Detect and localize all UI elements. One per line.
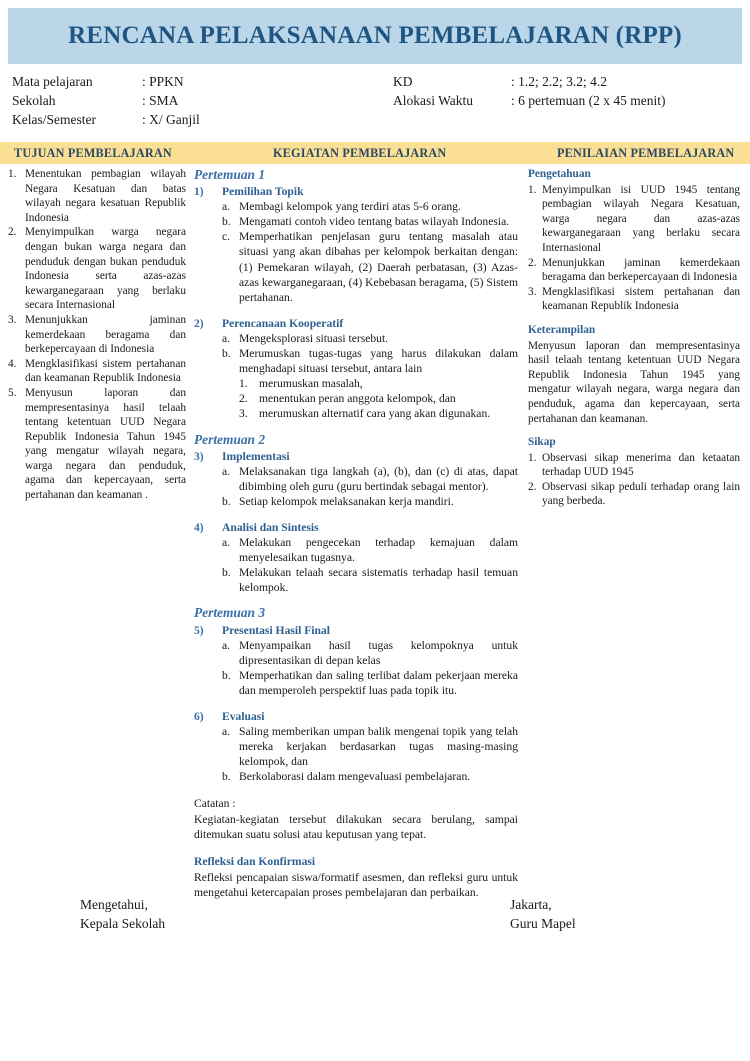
list-item [8,225,186,313]
list-item [222,668,518,698]
identity-label: Sekolah [12,93,56,108]
signature-left-line2: Kepala Sekolah [80,916,166,931]
list-item [528,451,740,480]
step-title: Pemilihan Topik [222,185,304,199]
step-title: Implementasi [222,449,290,463]
list-marker: 2. [239,392,248,406]
list-marker: b. [222,566,231,580]
list-marker: 3. [239,407,248,421]
list-text: Melaksanakan tiga langkah (a), (b), dan (c) di atas, dapat dibimbing oleh guru (guru bertindak sebagai mentor). [239,464,518,493]
step-item-list [222,638,518,698]
list-item [222,229,518,304]
catatan-label: Catatan : [194,797,236,811]
list-marker: a. [222,725,231,739]
list-item [528,183,740,256]
list-text: menentukan peran anggota kelompok, dan [259,392,456,406]
list-text: Menyampaikan hasil tugas kelompoknya untuk dipresentasikan di depan kelas [239,638,518,667]
identity-left-group [12,72,200,129]
step-presentasi-hasil-final [194,623,518,698]
step-marker: 4) [194,520,204,534]
list-marker: 4. [8,357,17,370]
step-item-list [222,199,518,305]
list-marker: b. [222,347,231,361]
list-item [528,480,740,509]
list-marker: c. [222,230,231,244]
step-marker: 1) [194,185,204,199]
list-item [8,167,186,225]
penilaian-heading-keterampilan: Keterampilan [528,323,596,336]
column-kegiatan-pembelajaran [194,167,524,900]
identity-value: : SMA [142,93,179,108]
list-text: Observasi sikap peduli terhadap orang lain yang berbeda. [542,480,740,508]
step-perencanaan-kooperatif [194,316,518,422]
identity-label: Alokasi Waktu [393,93,474,108]
list-text: Menyusun laporan dan mempresentasinya hasil telaah tentang ketentuan UUD Negara Republik Indonesia Tahun 1945 yang mengatur wilayah negara, warga negara dan penduduk, agama dan kepercayaan, serta pertahanan dan keamanan . [25,386,186,502]
list-item [222,199,518,214]
list-text: Mengklasifikasi sistem pertahanan dan keamanan Republik Indonesia [25,357,186,385]
list-text: merumuskan alternatif cara yang akan digunakan. [259,407,491,421]
list-text: Melakukan pengecekan terhadap kemajuan dalam menyelesaikan tugasnya. [239,536,518,565]
list-item [222,494,518,509]
signature-right [510,895,576,933]
step-title: Analisi dan Sintesis [222,520,319,534]
list-text: Menyimpulkan isi UUD 1945 tentang pembagian wilayah Negara Kesatuan, warga negara dan azas-azas kewarganegaraan yang berlaku secara Internasional [542,183,740,254]
list-item [8,357,186,386]
list-item [222,565,518,595]
list-marker: 1. [528,451,537,464]
step-subitem-list [222,376,518,421]
step-marker: 2) [194,316,204,330]
list-marker: b. [222,668,231,682]
list-marker: b. [222,215,231,229]
refleksi-block [194,854,518,900]
step-item-list [222,464,518,509]
step-marker: 3) [194,449,204,463]
list-text: Menunjukkan jaminan kemerdekaan beragama dan berkepercayaan di Indonesia [542,256,740,284]
list-marker: a. [222,464,231,478]
refleksi-text: Refleksi pencapaian siswa/formatif asesmen, dan refleksi guru untuk mengetahui ketercapaian proses pembelajaran dan perbaikan. [194,870,518,899]
identity-value: : X/ Ganjil [142,112,200,127]
identity-value: : 1.2; 2.2; 3.2; 4.2 [511,74,608,89]
list-text: Mengklasifikasi sistem pertahanan dan keamanan Republik Indonesia [542,285,740,313]
identity-row-alokasi-waktu [393,91,665,110]
list-text: Menentukan pembagian wilayah Negara Kesatuan dan batas wilayah negara kesatuan Republik Indonesia [25,168,186,224]
list-item [528,256,740,285]
catatan-block [194,796,518,841]
document-title-banner [8,8,742,64]
list-marker: 1. [239,377,248,391]
list-marker: 2. [528,480,537,493]
signature-right-line2: Guru Mapel [510,916,576,931]
identity-label: KD [393,74,413,89]
step-title: Presentasi Hasil Final [222,623,330,637]
list-item [239,406,518,421]
list-item [222,346,518,376]
list-marker: b. [222,494,231,508]
page-title: RENCANA PELAKSANAAN PEMBELAJARAN (RPP) [68,22,682,49]
tujuan-list [8,167,186,503]
list-marker: 5. [8,386,17,399]
list-marker: a. [222,536,231,550]
identity-row-sekolah [12,91,200,110]
list-marker: b. [222,770,231,784]
step-marker: 6) [194,710,204,723]
list-marker: a. [222,200,231,214]
list-marker: 1. [8,168,17,180]
column-penilaian-pembelajaran [528,167,744,509]
step-marker: 5) [194,623,204,637]
identity-right-group [393,72,665,110]
list-item [239,391,518,406]
identity-label: Mata pelajaran [12,74,93,89]
list-marker: 3. [8,313,17,326]
signature-left-line1: Mengetahui, [80,897,148,912]
meeting-heading-2: Pertemuan 2 [194,431,266,447]
step-pemilihan-topik [194,184,518,305]
sikap-list [528,451,740,509]
identity-label: Kelas/Semester [12,112,96,127]
identity-row-kd [393,72,665,91]
identity-row-kelas-semester [12,110,200,129]
penilaian-heading-pengetahuan: Pengetahuan [528,168,591,180]
list-marker: 2. [528,256,537,269]
refleksi-heading: Refleksi dan Konfirmasi [194,854,316,868]
column-header-penilaian: PENILAIAN PEMBELAJARAN [557,146,735,160]
step-analisi-dan-sintesis [194,520,518,595]
step-implementasi [194,449,518,509]
list-text: Melakukan telaah secara sistematis terhadap hasil temuan kelompok. [239,566,518,595]
list-text: Saling memberikan umpan balik mengenai topik yang telah mereka kerjakan berdasarkan tugas masing-masing kelompok, dan [239,725,518,769]
list-text: Setiap kelompok melaksanakan kerja mandiri. [239,494,454,508]
list-item [239,376,518,391]
meeting-heading-1: Pertemuan 1 [194,167,266,182]
list-item [8,313,186,357]
list-item [222,214,518,229]
list-item [222,535,518,565]
list-item [222,638,518,668]
step-item-list [222,331,518,376]
list-item [222,769,518,784]
list-item [222,464,518,494]
penilaian-heading-sikap: Sikap [528,436,556,449]
pengetahuan-list [528,183,740,314]
catatan-text: Kegiatan-kegiatan tersebut dilakukan secara berulang, sampai ditemukan suatu solusi atau keputusan yang tepat. [194,812,518,841]
list-text: Memperhatikan penjelasan guru tentang masalah atau situasi yang akan dibahas per kelompok berkaitan dengan: (1) Pemekaran wilayah, (2) Daerah perbatasan, (3) Azas-azas kewarganegaraan, (4) Kebebasan beragama, (5) Sistem pertahanan. [239,230,518,304]
signature-left [80,895,165,933]
keterampilan-text: Menyusun laporan dan mempresentasinya hasil telaah tentang ketentuan UUD Negara Republik Indonesia Tahun 1945 yang mengatur wilayah negara, warga negara dan penduduk, agama dan kepercayaan, serta pertahanan dan keamanan. [528,339,740,425]
meeting-heading-3: Pertemuan 3 [194,605,266,621]
step-title: Evaluasi [222,710,265,723]
list-text: Mengeksplorasi situasi tersebut. [239,331,389,345]
list-item [528,285,740,314]
list-item [222,331,518,346]
step-item-list [222,535,518,595]
list-marker: a. [222,331,231,345]
list-text: merumuskan masalah, [259,377,363,391]
list-marker: a. [222,638,231,652]
signature-right-line1: Jakarta, [510,897,552,912]
list-text: Merumuskan tugas-tugas yang harus dilakukan dalam menghadapi situasi tersebut, antara lain [239,347,518,376]
step-title: Perencanaan Kooperatif [222,316,344,330]
list-text: Berkolaborasi dalam mengevaluasi pembelajaran. [239,770,471,784]
step-item-list [222,724,518,784]
column-header-kegiatan: KEGIATAN PEMBELAJARAN [273,146,447,160]
list-marker: 1. [528,183,537,196]
list-text: Menyimpulkan warga negara dengan bukan warga negara dan penduduk dengan bukan penduduk Indonesia serta azas-azas kewarganegaraan yang berlaku secara Internasional [25,226,186,312]
identity-value: : PPKN [142,74,184,89]
identity-block [0,72,750,134]
list-text: Mengamati contoh video tentang batas wilayah Indonesia. [239,215,510,229]
list-item [222,724,518,769]
identity-value: : 6 pertemuan (2 x 45 menit) [511,93,666,108]
list-marker: 3. [528,285,537,298]
list-item [8,386,186,503]
list-text: Membagi kelompok yang terdiri atas 5-6 orang. [239,200,461,214]
list-text: Observasi sikap menerima dan ketaatan terhadap UUD 1945 [542,451,740,479]
column-tujuan-pembelajaran [8,167,190,503]
column-header-tujuan: TUJUAN PEMBELAJARAN [14,146,172,160]
list-text: Menunjukkan jaminan kemerdekaan beragama dan berkepercayaan di Indonesia [25,313,186,356]
list-marker: 2. [8,226,17,239]
list-text: Memperhatikan dan saling terlibat dalam pekerjaan mereka dan memperoleh perspektif luas pada topik itu. [239,668,518,697]
step-evaluasi [194,709,518,784]
identity-row-mata-pelajaran [12,72,200,91]
